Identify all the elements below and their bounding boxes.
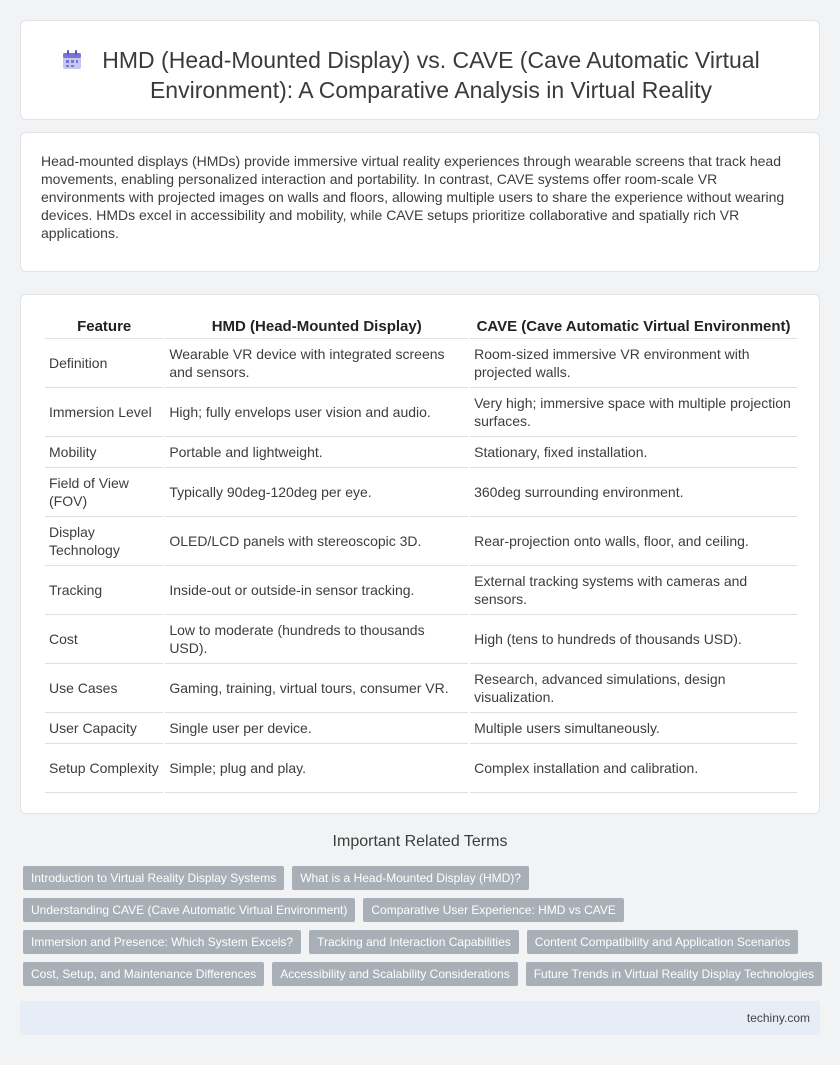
cave-cell: Complex installation and calibration. [470, 744, 797, 793]
feature-cell: User Capacity [45, 713, 163, 744]
cave-cell: 360deg surrounding environment. [470, 468, 797, 517]
related-term-tag[interactable]: Accessibility and Scalability Considerations [272, 962, 517, 986]
table-row [45, 744, 797, 793]
table-row [45, 388, 797, 437]
table-row [45, 517, 797, 566]
cave-cell: Research, advanced simulations, design visualization. [470, 664, 797, 713]
related-term-tag[interactable]: Tracking and Interaction Capabilities [309, 930, 519, 954]
hmd-cell: OLED/LCD panels with stereoscopic 3D. [165, 517, 468, 566]
page-title: HMD (Head-Mounted Display) vs. CAVE (Cave Automatic Virtual Environment): A Comparative Analysis in Virtual Reality [102, 47, 760, 103]
header-hmd: HMD (Head-Mounted Display) [165, 315, 468, 339]
footer-site-link[interactable]: techiny.com [746, 1011, 810, 1025]
table-row [45, 615, 797, 664]
feature-cell: Display Technology [45, 517, 163, 566]
table-header-row [45, 315, 797, 339]
cave-cell: Room-sized immersive VR environment with projected walls. [470, 339, 797, 388]
hmd-cell: Typically 90deg-120deg per eye. [165, 468, 468, 517]
related-term-tag[interactable]: Immersion and Presence: Which System Excels? [23, 930, 301, 954]
table-row [45, 468, 797, 517]
hmd-cell: Portable and lightweight. [165, 437, 468, 468]
feature-cell: Field of View (FOV) [45, 468, 163, 517]
intro-card [20, 132, 820, 272]
feature-cell: Use Cases [45, 664, 163, 713]
cave-cell: High (tens to hundreds of thousands USD). [470, 615, 797, 664]
related-terms-tags [23, 866, 823, 994]
related-term-tag[interactable]: Content Compatibility and Application Scenarios [527, 930, 798, 954]
related-term-tag[interactable]: Future Trends in Virtual Reality Display Technologies [526, 962, 822, 986]
related-term-tag[interactable]: Understanding CAVE (Cave Automatic Virtual Environment) [23, 898, 355, 922]
footer [20, 1001, 820, 1035]
feature-cell: Immersion Level [45, 388, 163, 437]
hmd-cell: High; fully envelops user vision and audio. [165, 388, 468, 437]
feature-cell: Mobility [45, 437, 163, 468]
related-term-tag[interactable]: Comparative User Experience: HMD vs CAVE [363, 898, 624, 922]
feature-cell: Cost [45, 615, 163, 664]
feature-cell: Setup Complexity [45, 744, 163, 793]
table-row [45, 566, 797, 615]
feature-cell: Tracking [45, 566, 163, 615]
related-terms-title: Important Related Terms [332, 833, 508, 850]
tag-row [23, 962, 823, 986]
cave-cell: Very high; immersive space with multiple projection surfaces. [470, 388, 797, 437]
cave-cell: Stationary, fixed installation. [470, 437, 797, 468]
table-row [45, 713, 797, 744]
table-row [45, 664, 797, 713]
comparison-card [20, 294, 820, 814]
intro-paragraph: Head-mounted displays (HMDs) provide immersive virtual reality experiences through wearable screens that track head movements, enabling personalized interaction and portability. In contrast, CAVE systems offer room-scale VR environments with projected images on walls and floors, allowing multiple users to share the experience without wearing devices. HMDs excel in accessibility and mobility, while CAVE setups prioritize collaborative and spatially rich VR applications. [41, 153, 785, 241]
title-card [20, 20, 820, 120]
hmd-cell: Gaming, training, virtual tours, consumer VR. [165, 664, 468, 713]
hmd-cell: Low to moderate (hundreds to thousands USD). [165, 615, 468, 664]
hmd-cell: Single user per device. [165, 713, 468, 744]
header-cave: CAVE (Cave Automatic Virtual Environment) [470, 315, 797, 339]
tag-row [23, 898, 823, 922]
related-term-tag[interactable]: Introduction to Virtual Reality Display Systems [23, 866, 284, 890]
hmd-cell: Simple; plug and play. [165, 744, 468, 793]
cave-cell: External tracking systems with cameras and sensors. [470, 566, 797, 615]
tag-row [23, 930, 823, 954]
comparison-table [43, 315, 799, 793]
cave-cell: Multiple users simultaneously. [470, 713, 797, 744]
related-term-tag[interactable]: Cost, Setup, and Maintenance Differences [23, 962, 264, 986]
cave-cell: Rear-projection onto walls, floor, and ceiling. [470, 517, 797, 566]
header-feature: Feature [45, 315, 163, 339]
related-term-tag[interactable]: What is a Head-Mounted Display (HMD)? [292, 866, 529, 890]
table-row [45, 437, 797, 468]
tag-row [23, 866, 823, 890]
hmd-cell: Inside-out or outside-in sensor tracking. [165, 566, 468, 615]
feature-cell: Definition [45, 339, 163, 388]
hmd-cell: Wearable VR device with integrated screens and sensors. [165, 339, 468, 388]
table-row [45, 339, 797, 388]
